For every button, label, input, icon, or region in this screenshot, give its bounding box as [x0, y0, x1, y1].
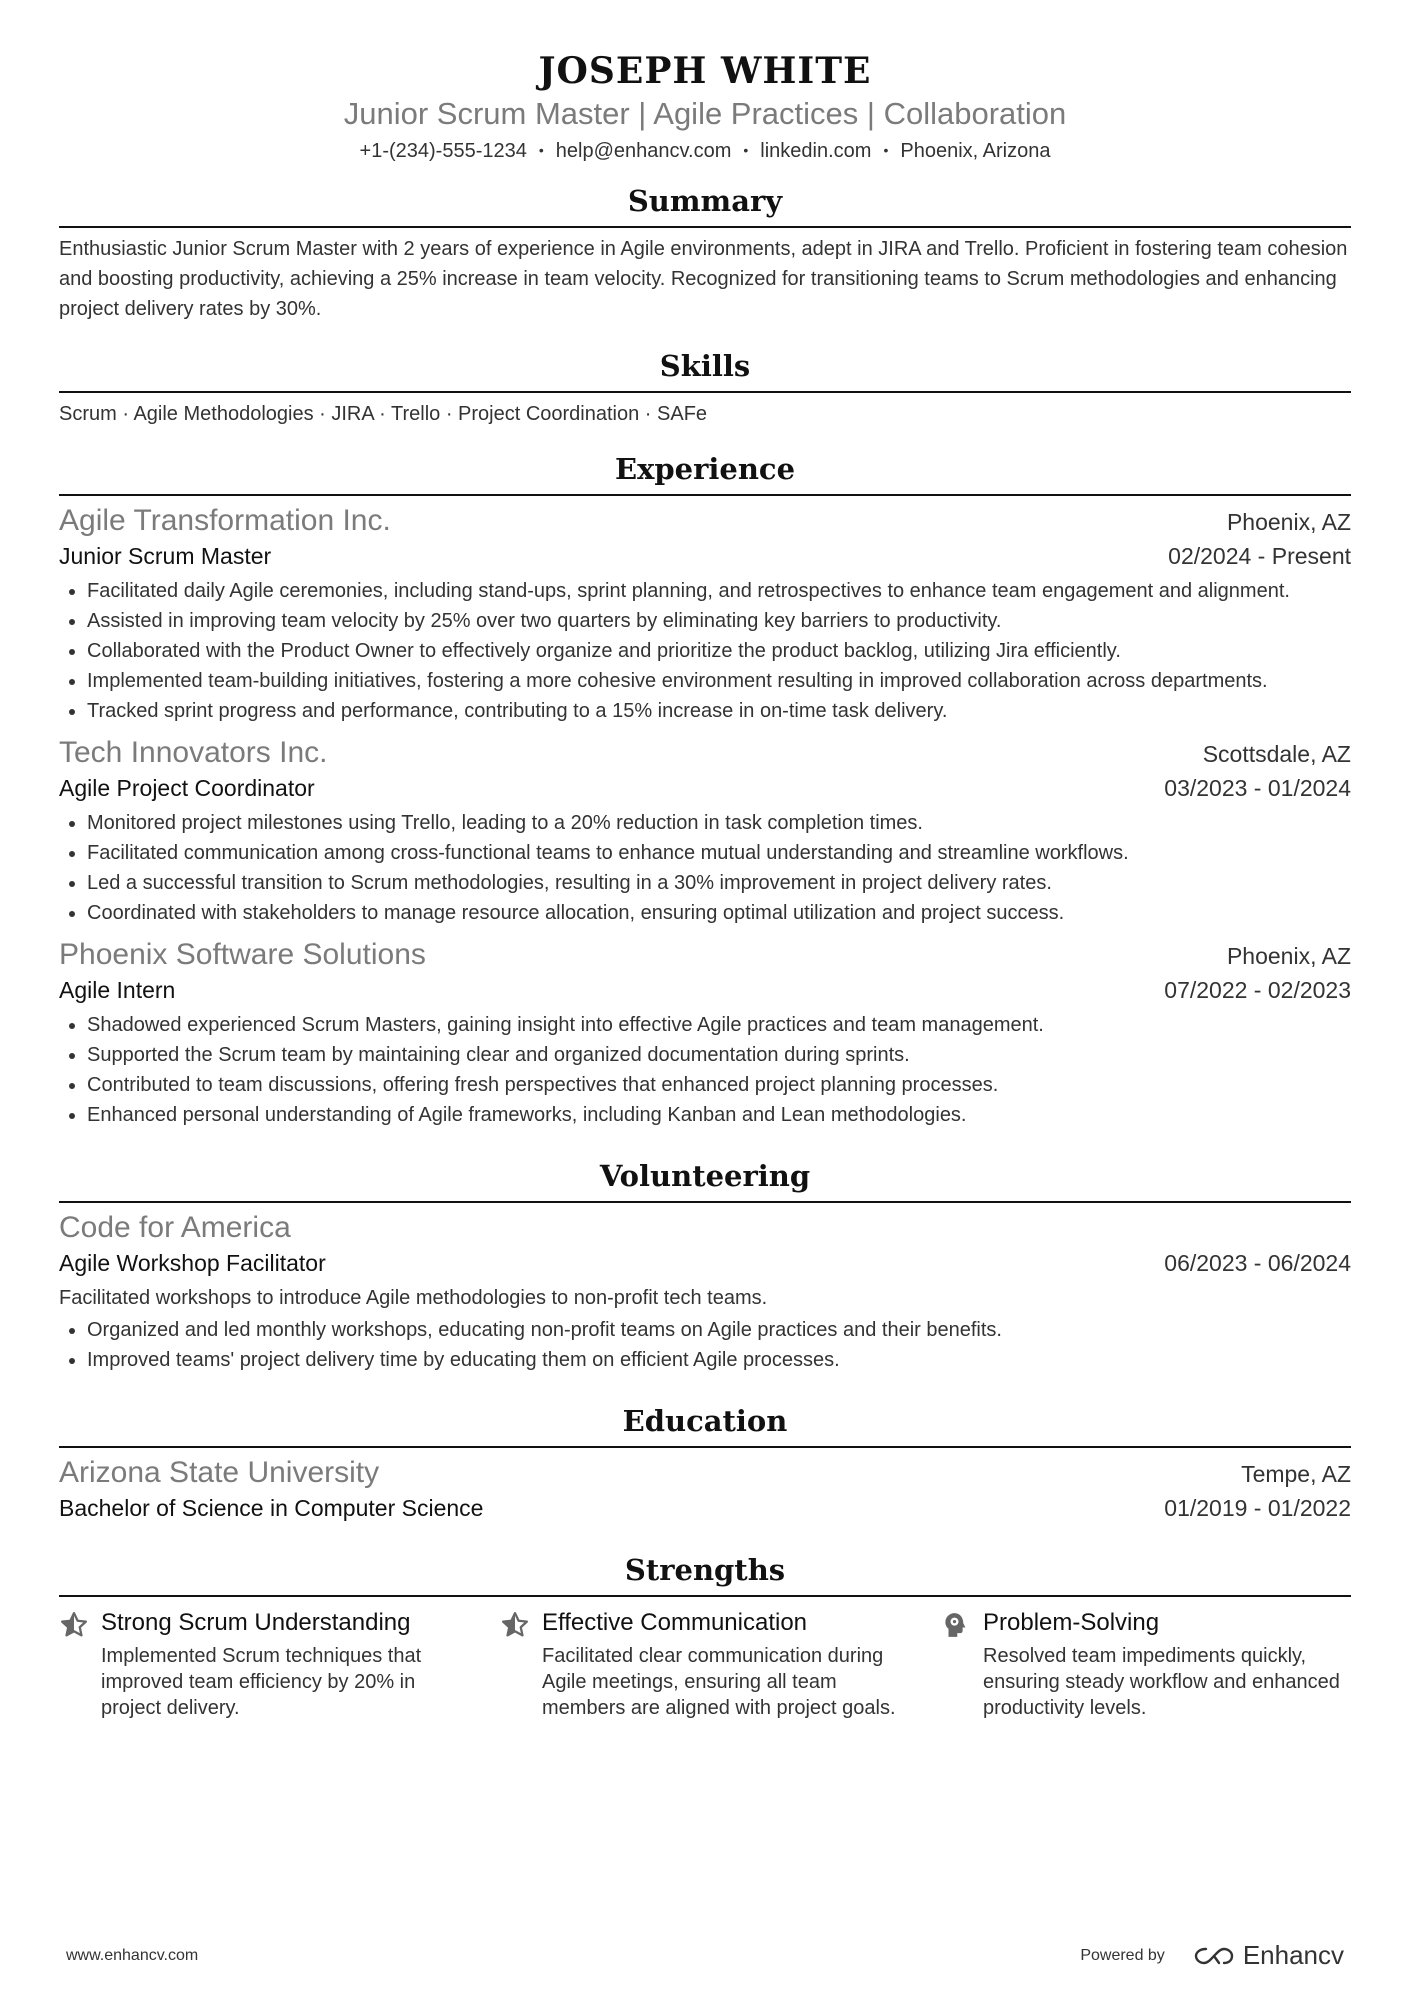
section-divider	[59, 1595, 1351, 1597]
section-title-volunteering: Volunteering	[599, 1159, 811, 1193]
degree-name: Bachelor of Science in Computer Science	[59, 1495, 484, 1521]
strengths-section	[59, 1550, 1351, 1721]
page-footer	[66, 1940, 1344, 1971]
company-name: Agile Transformation Inc.	[59, 504, 391, 537]
contact-linkedin[interactable]: linkedin.com	[760, 140, 872, 162]
volunteering-entry	[59, 1209, 1351, 1375]
bullet-item: • Collaborated with the Product Owner to effectively organize and prioritize the product backlog, utilizing Jira efficiently.	[87, 636, 1351, 666]
skills-section	[59, 346, 1351, 429]
experience-entry	[59, 936, 1351, 1130]
volunteer-dates: 06/2023 - 06/2024	[1164, 1250, 1351, 1276]
section-title-strengths: Strengths	[624, 1553, 786, 1587]
section-title-skills: Skills	[659, 349, 751, 383]
job-location: Phoenix, AZ	[1226, 943, 1351, 969]
powered-by-label: Powered by	[1080, 1946, 1165, 1964]
job-role: Agile Intern	[59, 977, 176, 1003]
enhancv-logo-text: Enhancv	[1242, 1940, 1344, 1970]
bullet-item: • Led a successful transition to Scrum methodologies, resulting in a 30% improvement in project delivery rates.	[87, 868, 1351, 898]
bullet-item: • Assisted in improving team velocity by 25% over two quarters by eliminating key barriers to productivity.	[87, 606, 1351, 636]
job-dates: 02/2024 - Present	[1168, 543, 1351, 569]
strengths-grid	[59, 1607, 1351, 1721]
contact-separator: •	[883, 142, 889, 158]
candidate-title: Junior Scrum Master | Agile Practices | Collaboration	[343, 96, 1067, 131]
star-icon	[500, 1607, 542, 1721]
strength-description: Implemented Scrum techniques that improved team efficiency by 20% in project delivery.	[101, 1645, 422, 1719]
section-divider	[59, 1201, 1351, 1203]
bullet-item: • Coordinated with stakeholders to manage resource allocation, ensuring optimal utilization and project success.	[87, 898, 1351, 928]
bullet-list	[59, 576, 1351, 726]
strength-description: Resolved team impediments quickly, ensuring steady workflow and enhanced productivity levels.	[983, 1645, 1340, 1719]
skills-list: Scrum · Agile Methodologies · JIRA · Trello · Project Coordination · SAFe	[59, 403, 708, 425]
volunteering-section	[59, 1156, 1351, 1375]
school-location: Tempe, AZ	[1241, 1461, 1351, 1487]
organization-name: Code for America	[59, 1211, 291, 1244]
strength-description: Facilitated clear communication during Agile meetings, ensuring all team members are aligned with project goals.	[542, 1645, 896, 1719]
bullet-item: • Tracked sprint progress and performance, contributing to a 15% increase in on-time task delivery.	[87, 696, 1351, 726]
contact-email[interactable]: help@enhancv.com	[555, 140, 732, 162]
bullet-item: • Enhanced personal understanding of Agile frameworks, including Kanban and Lean methodologies.	[87, 1100, 1351, 1130]
contact-separator: •	[743, 142, 749, 158]
section-divider	[59, 494, 1351, 496]
footer-website[interactable]: www.enhancv.com	[66, 1946, 199, 1964]
education-section	[59, 1401, 1351, 1524]
enhancv-logo[interactable]	[1193, 1940, 1344, 1971]
strength-item	[59, 1607, 469, 1721]
contact-separator: •	[538, 142, 544, 158]
section-title-experience: Experience	[614, 452, 796, 486]
job-role: Junior Scrum Master	[59, 543, 272, 569]
job-role: Agile Project Coordinator	[59, 775, 315, 801]
job-dates: 03/2023 - 01/2024	[1164, 775, 1351, 801]
bullet-item: • Organized and led monthly workshops, educating non-profit teams on Agile practices and their benefits.	[87, 1315, 1351, 1345]
resume-header	[59, 48, 1351, 165]
strength-item	[500, 1607, 910, 1721]
company-name: Tech Innovators Inc.	[59, 736, 328, 769]
experience-entry	[59, 734, 1351, 928]
summary-text: Enthusiastic Junior Scrum Master with 2 years of experience in Agile environments, adept in JIRA and Trello. Proficient in fostering team cohesion and boosting productivity, achieving a 25% increase in team velocity. Recognized for transitioning teams to Scrum methodologies and enhancing project delivery rates by 30%.	[59, 238, 1348, 320]
bullet-item: • Facilitated communication among cross-functional teams to enhance mutual understanding and streamline workflows.	[87, 838, 1351, 868]
bullet-list	[59, 1010, 1351, 1130]
strength-title: Problem-Solving	[983, 1609, 1160, 1636]
job-dates: 07/2022 - 02/2023	[1164, 977, 1351, 1003]
job-location: Scottsdale, AZ	[1202, 741, 1351, 767]
bullet-list	[59, 808, 1351, 928]
powered-by	[1080, 1940, 1344, 1971]
bullet-item: • Implemented team-building initiatives, fostering a more cohesive environment resulting in improved collaboration across departments.	[87, 666, 1351, 696]
strength-item	[941, 1607, 1351, 1721]
section-divider	[59, 1446, 1351, 1448]
section-title-education: Education	[622, 1404, 788, 1438]
volunteer-description: Facilitated workshops to introduce Agile methodologies to non-profit tech teams.	[59, 1287, 768, 1309]
contact-line	[59, 136, 1351, 165]
bullet-list	[59, 1315, 1351, 1375]
strength-title: Strong Scrum Understanding	[101, 1609, 411, 1636]
summary-section	[59, 181, 1351, 324]
bullet-item: • Shadowed experienced Scrum Masters, gaining insight into effective Agile practices and team management.	[87, 1010, 1351, 1040]
head-brain-icon	[941, 1607, 983, 1721]
experience-entry	[59, 502, 1351, 726]
job-location: Phoenix, AZ	[1226, 509, 1351, 535]
enhancv-logo-icon	[1193, 1945, 1235, 1967]
bullet-item: • Supported the Scrum team by maintaining clear and organized documentation during sprints.	[87, 1040, 1351, 1070]
section-divider	[59, 226, 1351, 228]
contact-phone: +1-(234)-555-1234	[359, 140, 527, 162]
bullet-item: • Facilitated daily Agile ceremonies, including stand-ups, sprint planning, and retrospectives to enhance team engagement and alignment.	[87, 576, 1351, 606]
school-name: Arizona State University	[59, 1456, 380, 1489]
bullet-item: • Contributed to team discussions, offering fresh perspectives that enhanced project planning processes.	[87, 1070, 1351, 1100]
bullet-item: • Improved teams' project delivery time by educating them on efficient Agile processes.	[87, 1345, 1351, 1375]
candidate-name: JOSEPH WHITE	[538, 50, 872, 92]
company-name: Phoenix Software Solutions	[59, 938, 426, 971]
strength-title: Effective Communication	[542, 1609, 808, 1636]
experience-section	[59, 449, 1351, 1130]
bullet-item: • Monitored project milestones using Trello, leading to a 20% reduction in task completion times.	[87, 808, 1351, 838]
education-dates: 01/2019 - 01/2022	[1164, 1495, 1351, 1521]
contact-location: Phoenix, Arizona	[900, 140, 1051, 162]
volunteer-role: Agile Workshop Facilitator	[59, 1250, 326, 1276]
section-title-summary: Summary	[627, 184, 783, 218]
star-icon	[59, 1607, 101, 1721]
education-entry	[59, 1454, 1351, 1524]
section-divider	[59, 391, 1351, 393]
